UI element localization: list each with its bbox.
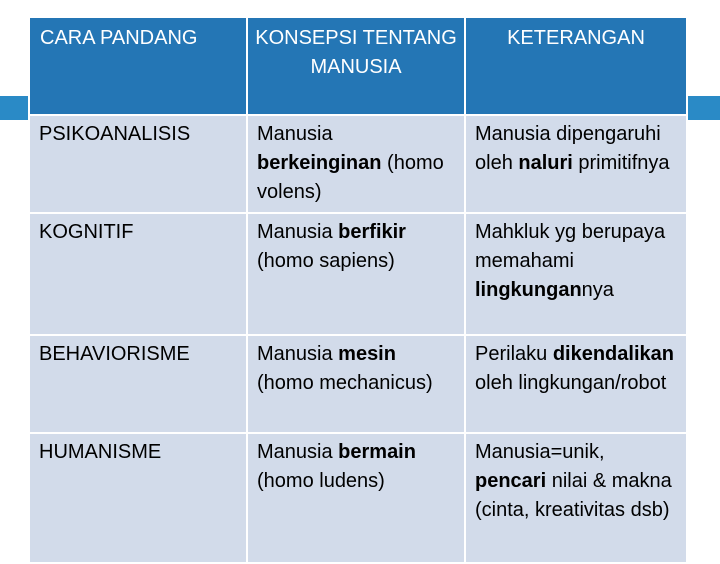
comparison-table bbox=[28, 16, 688, 564]
cell-keterangan bbox=[465, 433, 687, 563]
konsepsi-keyword: mesin bbox=[338, 343, 396, 365]
keterangan-text: nya bbox=[581, 279, 614, 301]
cell-keterangan bbox=[465, 335, 687, 433]
keterangan-text: nilai & makna (cinta, kreativitas dsb) bbox=[475, 470, 672, 521]
konsepsi-keyword: berkeinginan bbox=[257, 152, 382, 174]
konsepsi-keyword: bermain bbox=[338, 441, 416, 463]
konsepsi-text: (homo volens) bbox=[257, 152, 444, 203]
konsepsi-text: Manusia bbox=[257, 343, 339, 365]
table-row bbox=[29, 433, 687, 563]
cell-konsepsi bbox=[247, 213, 465, 335]
konsepsi-keyword: berfikir bbox=[338, 221, 406, 243]
table-row bbox=[29, 335, 687, 433]
keterangan-keyword: pencari bbox=[475, 470, 547, 492]
table-row bbox=[29, 115, 687, 213]
keterangan-keyword: naluri bbox=[518, 152, 573, 174]
cell-konsepsi bbox=[247, 335, 465, 433]
table-row bbox=[29, 213, 687, 335]
left-accent-bar bbox=[0, 96, 28, 120]
konsepsi-text: Manusia bbox=[257, 123, 333, 145]
keterangan-text: Manusia dipengaruhi oleh bbox=[475, 123, 661, 174]
header-row bbox=[29, 17, 687, 115]
keterangan-text: Manusia=unik, bbox=[475, 441, 605, 463]
cell-cara-pandang: HUMANISME bbox=[29, 433, 247, 563]
header-konsepsi: KONSEPSI TENTANG MANUSIA bbox=[247, 17, 465, 115]
cell-keterangan bbox=[465, 213, 687, 335]
cell-cara-pandang: PSIKOANALISIS bbox=[29, 115, 247, 213]
keterangan-text: oleh lingkungan/robot bbox=[475, 372, 667, 394]
konsepsi-text: (homo mechanicus) bbox=[257, 372, 433, 394]
keterangan-text: Mahkluk yg berupaya memahami bbox=[475, 221, 666, 272]
cell-konsepsi bbox=[247, 115, 465, 213]
konsepsi-text: (homo ludens) bbox=[257, 470, 385, 492]
keterangan-text: Perilaku bbox=[475, 343, 553, 365]
keterangan-keyword: lingkungan bbox=[475, 279, 582, 301]
konsepsi-text: Manusia bbox=[257, 221, 339, 243]
keterangan-keyword: dikendalikan bbox=[552, 343, 674, 365]
right-accent-bar bbox=[688, 96, 720, 120]
konsepsi-text: (homo sapiens) bbox=[257, 250, 395, 272]
cell-keterangan bbox=[465, 115, 687, 213]
cell-cara-pandang: KOGNITIF bbox=[29, 213, 247, 335]
konsepsi-text: Manusia bbox=[257, 441, 339, 463]
cell-cara-pandang: BEHAVIORISME bbox=[29, 335, 247, 433]
header-cara-pandang: CARA PANDANG bbox=[29, 17, 247, 115]
keterangan-text: primitifnya bbox=[572, 152, 670, 174]
cell-konsepsi bbox=[247, 433, 465, 563]
header-keterangan: KETERANGAN bbox=[465, 17, 687, 115]
